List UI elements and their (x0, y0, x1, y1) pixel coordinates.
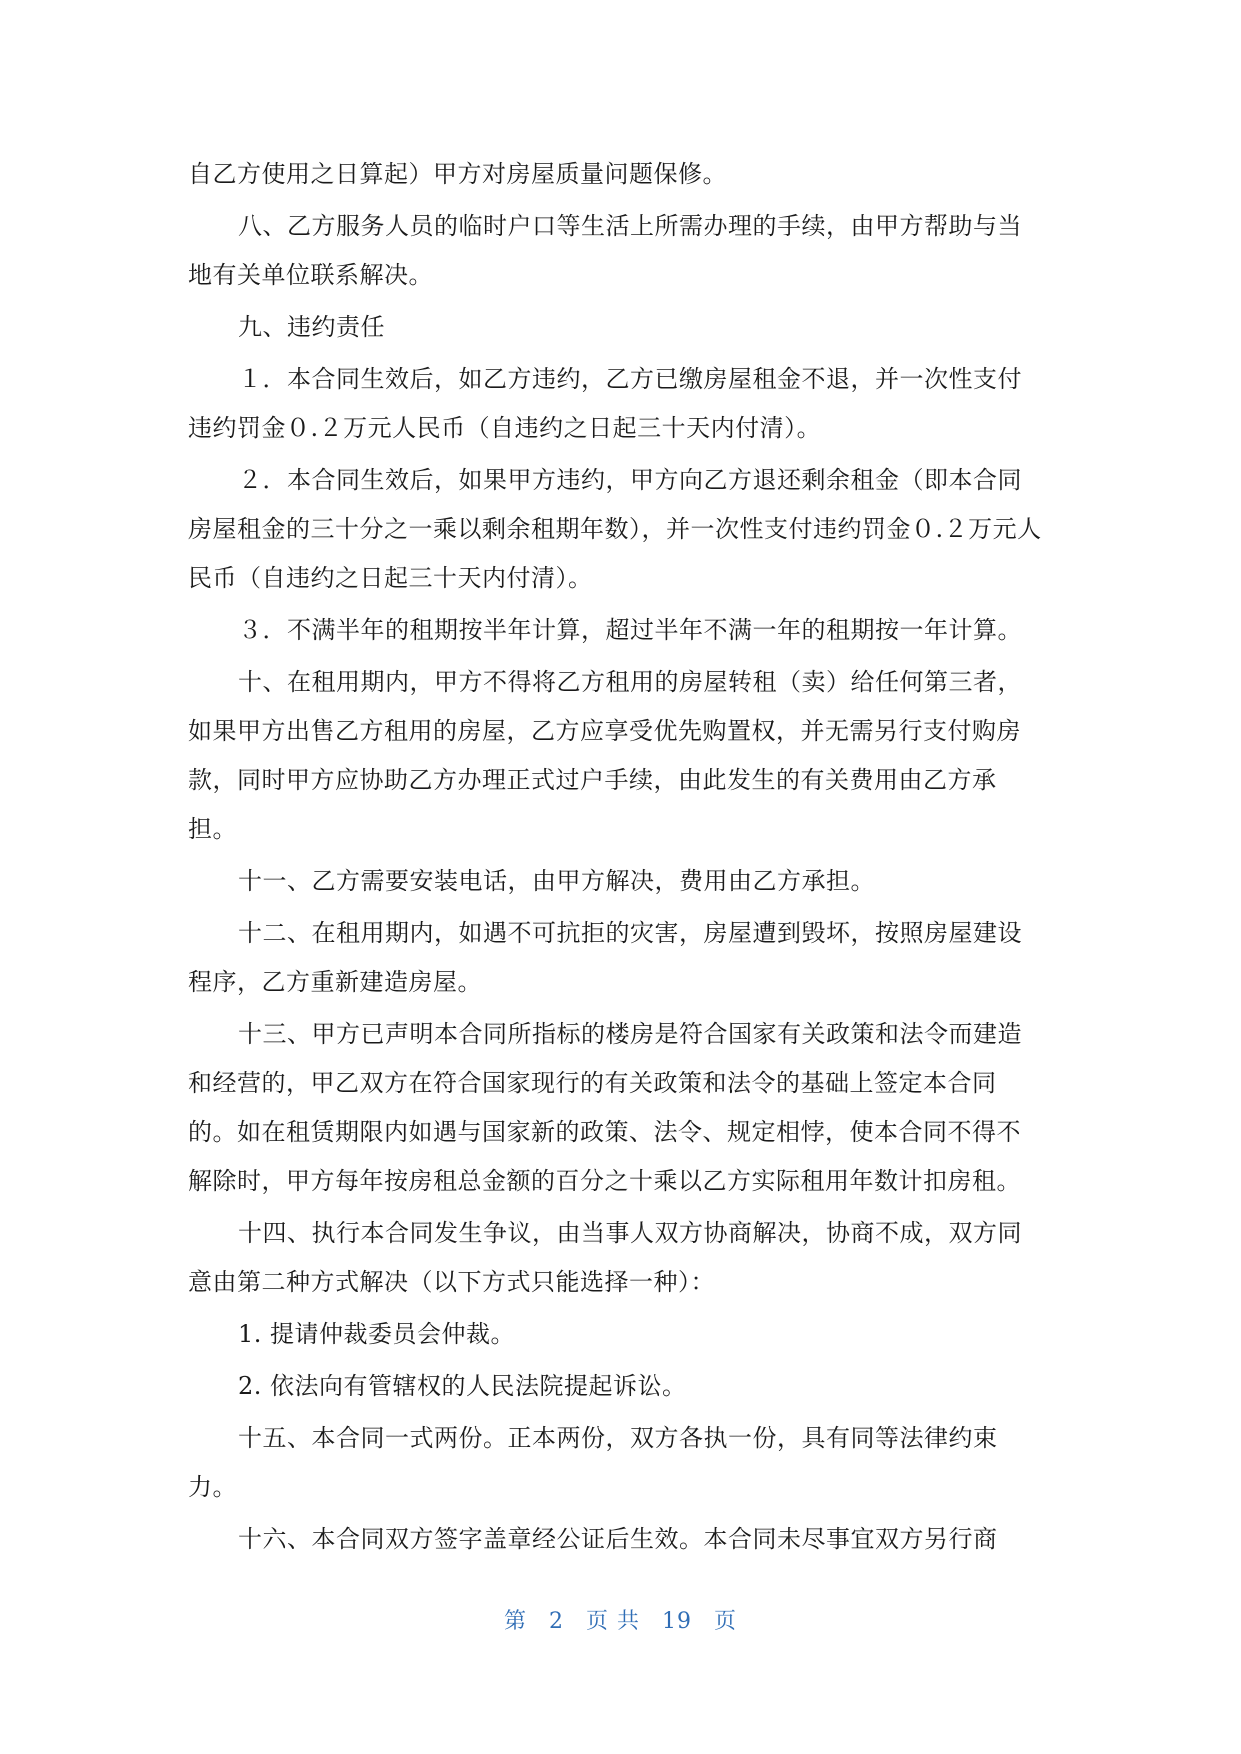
contract-paragraph (188, 303, 1058, 352)
paragraph-line: 的。如在租赁期限内如遇与国家新的政策、法令、规定相悖，使本合同不得不 (188, 1118, 1021, 1146)
current-page-number: 2 (549, 1609, 564, 1634)
contract-paragraph (188, 1414, 1058, 1512)
paragraph-line: 房屋租金的三十分之一乘以剩余租期年数），并一次性支付违约罚金０.２万元人 (188, 515, 1042, 543)
paragraph-line: 十六、本合同双方签字盖章经公证后生效。本合同未尽事宜双方另行商 (238, 1525, 998, 1553)
paragraph-line: 地有关单位联系解决。 (188, 261, 433, 289)
paragraph-line: 违约罚金０.２万元人民币（自违约之日起三十天内付清）。 (188, 414, 822, 442)
contract-paragraph (188, 1515, 1058, 1564)
page-footer (0, 1604, 1241, 1635)
paragraph-line: 力。 (188, 1473, 237, 1501)
paragraph-line: 程序，乙方重新建造房屋。 (188, 968, 482, 996)
paragraph-line: 八、乙方服务人员的临时户口等生活上所需办理的手续，由甲方帮助与当 (238, 212, 1022, 240)
paragraph-line: 十三、甲方已声明本合同所指标的楼房是符合国家有关政策和法令而建造 (238, 1020, 1022, 1048)
contract-paragraph (188, 355, 1058, 453)
contract-paragraph (188, 456, 1058, 603)
paragraph-line: 十、在租用期内，甲方不得将乙方租用的房屋转租（卖）给任何第三者， (238, 668, 1022, 696)
paragraph-line: 民币（自违约之日起三十天内付清）。 (188, 564, 593, 592)
paragraph-line: 九、违约责任 (238, 313, 385, 341)
contract-paragraph (188, 1362, 1058, 1411)
contract-paragraph (188, 1310, 1058, 1359)
paragraph-line: 意由第二种方式解决（以下方式只能选择一种）： (188, 1268, 715, 1296)
paragraph-line: ３．不满半年的租期按半年计算，超过半年不满一年的租期按一年计算。 (238, 616, 1022, 644)
document-body (188, 150, 1058, 1567)
paragraph-line: ２．本合同生效后，如果甲方违约，甲方向乙方退还剩余租金（即本合同 (238, 466, 1022, 494)
contract-paragraph (188, 202, 1058, 300)
contract-paragraph (188, 606, 1058, 655)
contract-paragraph (188, 1010, 1058, 1206)
paragraph-line: 十五、本合同一式两份。正本两份，双方各执一份，具有同等法律约束 (238, 1424, 998, 1452)
paragraph-line: 担。 (188, 815, 237, 843)
total-pages-number: 19 (662, 1609, 692, 1634)
contract-paragraph (188, 658, 1058, 854)
contract-paragraph (188, 1209, 1058, 1307)
contract-paragraph (188, 857, 1058, 906)
paragraph-line: １．本合同生效后，如乙方违约，乙方已缴房屋租金不退，并一次性支付 (238, 365, 1022, 393)
paragraph-line: 十一、乙方需要安装电话，由甲方解决，费用由乙方承担。 (238, 867, 875, 895)
paragraph-line: 款，同时甲方应协助乙方办理正式过户手续，由此发生的有关费用由乙方承 (188, 766, 997, 794)
paragraph-line: 解除时，甲方每年按房租总金额的百分之十乘以乙方实际租用年数计扣房租。 (188, 1167, 1021, 1195)
paragraph-line: 如果甲方出售乙方租用的房屋，乙方应享受优先购置权，并无需另行支付购房 (188, 717, 1021, 745)
footer-prefix: 第 (503, 1609, 527, 1634)
contract-paragraph (188, 909, 1058, 1007)
paragraph-line: 2. 依法向有管辖权的人民法院提起诉讼。 (238, 1372, 687, 1400)
paragraph-line: 和经营的，甲乙双方在符合国家现行的有关政策和法令的基础上签定本合同 (188, 1069, 997, 1097)
footer-middle: 页 共 (586, 1609, 640, 1634)
paragraph-line: 自乙方使用之日算起）甲方对房屋质量问题保修。 (188, 160, 727, 188)
contract-paragraph (188, 150, 1058, 199)
paragraph-line: 1. 提请仲裁委员会仲裁。 (238, 1320, 516, 1348)
paragraph-line: 十二、在租用期内，如遇不可抗拒的灾害，房屋遭到毁坏，按照房屋建设 (238, 919, 1022, 947)
footer-suffix: 页 (714, 1609, 738, 1634)
paragraph-line: 十四、执行本合同发生争议，由当事人双方协商解决，协商不成，双方同 (238, 1219, 1022, 1247)
